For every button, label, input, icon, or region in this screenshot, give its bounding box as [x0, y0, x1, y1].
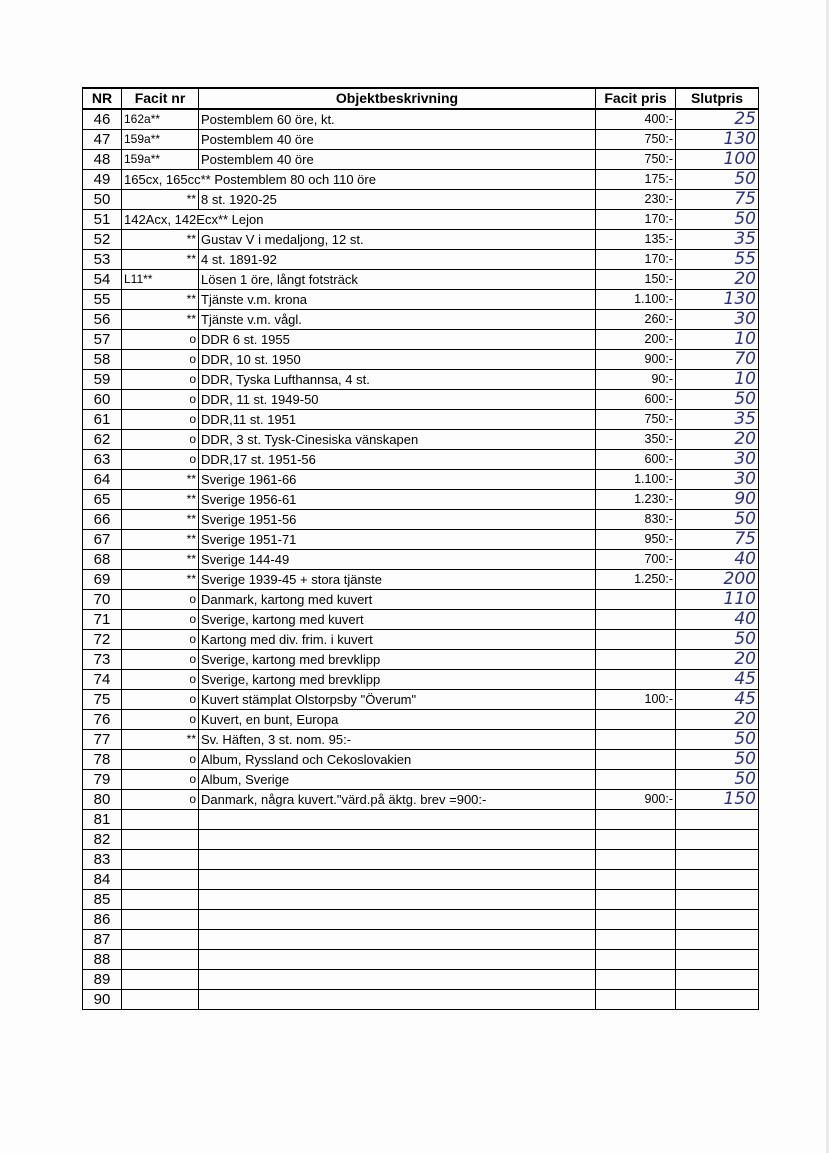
facit-number: o: [122, 350, 199, 370]
lot-description: 165cx, 165cc** Postemblem 80 och 110 öre: [122, 170, 596, 190]
table-row: [83, 530, 759, 550]
facit-price: 170:-: [596, 210, 676, 230]
facit-number: [122, 850, 199, 870]
final-price-handwritten: 45: [676, 670, 759, 690]
table-header-row: [83, 88, 759, 109]
facit-number: o: [122, 670, 199, 690]
table-row: [83, 430, 759, 450]
facit-number: [122, 870, 199, 890]
table-row: [83, 930, 759, 950]
table-row: [83, 910, 759, 930]
facit-price: [596, 970, 676, 990]
lot-description: Tjänste v.m. krona: [199, 290, 596, 310]
lot-description: Postemblem 60 öre, kt.: [199, 109, 596, 130]
final-price-handwritten: [676, 850, 759, 870]
lot-description: DDR, 11 st. 1949-50: [199, 390, 596, 410]
lot-number: 47: [83, 130, 122, 150]
lot-description: DDR, 10 st. 1950: [199, 350, 596, 370]
facit-price: 350:-: [596, 430, 676, 450]
final-price-handwritten: 200: [676, 570, 759, 590]
lot-number: 65: [83, 490, 122, 510]
lot-number: 85: [83, 890, 122, 910]
final-price-handwritten: 20: [676, 270, 759, 290]
lot-description: Sv. Häften, 3 st. nom. 95:-: [199, 730, 596, 750]
table-row: [83, 830, 759, 850]
facit-number: o: [122, 410, 199, 430]
lot-description: Sverige, kartong med brevklipp: [199, 670, 596, 690]
final-price-handwritten: 30: [676, 310, 759, 330]
facit-price: [596, 870, 676, 890]
facit-price: 150:-: [596, 270, 676, 290]
lot-number: 52: [83, 230, 122, 250]
facit-price: [596, 730, 676, 750]
facit-price: 600:-: [596, 450, 676, 470]
final-price-handwritten: 30: [676, 470, 759, 490]
lot-description: Sverige 1956-61: [199, 490, 596, 510]
lot-description: DDR, Tyska Lufthannsa, 4 st.: [199, 370, 596, 390]
facit-price: [596, 610, 676, 630]
lot-description: 8 st. 1920-25: [199, 190, 596, 210]
lot-number: 83: [83, 850, 122, 870]
facit-number: o: [122, 390, 199, 410]
facit-number: **: [122, 530, 199, 550]
final-price-handwritten: 50: [676, 750, 759, 770]
table-row: [83, 750, 759, 770]
lot-description: [199, 910, 596, 930]
table-row: [83, 970, 759, 990]
table-row: [83, 190, 759, 210]
facit-number: **: [122, 310, 199, 330]
lot-description: DDR 6 st. 1955: [199, 330, 596, 350]
lot-number: 89: [83, 970, 122, 990]
lot-number: 72: [83, 630, 122, 650]
lot-description: Sverige, kartong med kuvert: [199, 610, 596, 630]
table-row: [83, 150, 759, 170]
lot-number: 60: [83, 390, 122, 410]
facit-number: **: [122, 470, 199, 490]
lot-number: 78: [83, 750, 122, 770]
facit-number: 159a**: [122, 150, 199, 170]
final-price-handwritten: 45: [676, 690, 759, 710]
lot-number: 77: [83, 730, 122, 750]
final-price-handwritten: 150: [676, 790, 759, 810]
final-price-handwritten: 20: [676, 650, 759, 670]
lot-number: 81: [83, 810, 122, 830]
facit-price: 135:-: [596, 230, 676, 250]
table-row: [83, 630, 759, 650]
table-row: [83, 490, 759, 510]
facit-number: 159a**: [122, 130, 199, 150]
table-row: [83, 370, 759, 390]
final-price-handwritten: 50: [676, 770, 759, 790]
facit-number: [122, 810, 199, 830]
facit-price: 750:-: [596, 150, 676, 170]
lot-description: 142Acx, 142Ecx** Lejon: [122, 210, 596, 230]
facit-number: 162a**: [122, 109, 199, 130]
table-row: [83, 610, 759, 630]
lot-description: Sverige 1939-45 + stora tjänste: [199, 570, 596, 590]
lot-description: Danmark, kartong med kuvert: [199, 590, 596, 610]
table-row: [83, 990, 759, 1010]
final-price-handwritten: 100: [676, 150, 759, 170]
lot-description: Gustav V i medaljong, 12 st.: [199, 230, 596, 250]
facit-number: o: [122, 690, 199, 710]
facit-number: **: [122, 490, 199, 510]
lot-number: 88: [83, 950, 122, 970]
lot-number: 70: [83, 590, 122, 610]
table-body: [83, 109, 759, 1010]
lot-description: Sverige 1961-66: [199, 470, 596, 490]
facit-number: o: [122, 590, 199, 610]
facit-price: [596, 990, 676, 1010]
facit-price: 950:-: [596, 530, 676, 550]
facit-price: [596, 850, 676, 870]
lot-number: 54: [83, 270, 122, 290]
table-row: [83, 250, 759, 270]
table-row: [83, 950, 759, 970]
lot-description: Sverige 144-49: [199, 550, 596, 570]
lot-description: Sverige 1951-56: [199, 510, 596, 530]
facit-number: o: [122, 630, 199, 650]
header-final-price: Slutpris: [676, 88, 759, 109]
facit-price: 1.100:-: [596, 290, 676, 310]
lot-number: 86: [83, 910, 122, 930]
final-price-handwritten: [676, 930, 759, 950]
facit-number: **: [122, 190, 199, 210]
lot-number: 49: [83, 170, 122, 190]
final-price-handwritten: 50: [676, 730, 759, 750]
facit-number: o: [122, 370, 199, 390]
facit-price: 830:-: [596, 510, 676, 530]
final-price-handwritten: 10: [676, 330, 759, 350]
facit-number: [122, 990, 199, 1010]
final-price-handwritten: 20: [676, 710, 759, 730]
facit-price: [596, 910, 676, 930]
lot-description: [199, 990, 596, 1010]
lot-description: Danmark, några kuvert."värd.på äktg. brev =900:-: [199, 790, 596, 810]
final-price-handwritten: 40: [676, 550, 759, 570]
final-price-handwritten: [676, 950, 759, 970]
lot-number: 76: [83, 710, 122, 730]
facit-number: o: [122, 430, 199, 450]
lot-number: 87: [83, 930, 122, 950]
facit-price: [596, 590, 676, 610]
facit-number: **: [122, 570, 199, 590]
facit-number: o: [122, 790, 199, 810]
table-row: [83, 210, 759, 230]
table-row: [83, 690, 759, 710]
table-row: [83, 470, 759, 490]
table-row: [83, 730, 759, 750]
lot-description: [199, 950, 596, 970]
lot-description: [199, 830, 596, 850]
table-row: [83, 790, 759, 810]
facit-number: [122, 910, 199, 930]
lot-number: 82: [83, 830, 122, 850]
lot-description: DDR,17 st. 1951-56: [199, 450, 596, 470]
final-price-handwritten: 30: [676, 450, 759, 470]
facit-price: 175:-: [596, 170, 676, 190]
facit-number: o: [122, 770, 199, 790]
lot-description: DDR, 3 st. Tysk-Cinesiska vänskapen: [199, 430, 596, 450]
table-row: [83, 710, 759, 730]
table-row: [83, 770, 759, 790]
facit-price: [596, 650, 676, 670]
lot-number: 53: [83, 250, 122, 270]
lot-number: 59: [83, 370, 122, 390]
final-price-handwritten: 75: [676, 190, 759, 210]
lot-number: 64: [83, 470, 122, 490]
table-row: [83, 550, 759, 570]
facit-price: 700:-: [596, 550, 676, 570]
lot-description: Sverige, kartong med brevklipp: [199, 650, 596, 670]
final-price-handwritten: 55: [676, 250, 759, 270]
lot-description: Kuvert, en bunt, Europa: [199, 710, 596, 730]
table-row: [83, 350, 759, 370]
final-price-handwritten: 20: [676, 430, 759, 450]
lot-number: 56: [83, 310, 122, 330]
lot-number: 62: [83, 430, 122, 450]
final-price-handwritten: 50: [676, 390, 759, 410]
table-row: [83, 410, 759, 430]
lot-description: Lösen 1 öre, långt fotsträck: [199, 270, 596, 290]
facit-number: [122, 830, 199, 850]
facit-number: **: [122, 550, 199, 570]
facit-price: 100:-: [596, 690, 676, 710]
lot-description: Sverige 1951-71: [199, 530, 596, 550]
lot-number: 51: [83, 210, 122, 230]
lot-description: [199, 930, 596, 950]
facit-number: o: [122, 610, 199, 630]
final-price-handwritten: 35: [676, 230, 759, 250]
final-price-handwritten: 50: [676, 170, 759, 190]
lot-description: Postemblem 40 öre: [199, 150, 596, 170]
lot-number: 63: [83, 450, 122, 470]
facit-number: [122, 970, 199, 990]
facit-price: [596, 770, 676, 790]
facit-number: L11**: [122, 270, 199, 290]
facit-price: 230:-: [596, 190, 676, 210]
facit-price: [596, 670, 676, 690]
facit-price: [596, 890, 676, 910]
table-row: [83, 670, 759, 690]
table-row: [83, 810, 759, 830]
table-row: [83, 270, 759, 290]
final-price-handwritten: 50: [676, 510, 759, 530]
final-price-handwritten: 130: [676, 130, 759, 150]
facit-number: **: [122, 230, 199, 250]
facit-price: [596, 950, 676, 970]
lot-number: 67: [83, 530, 122, 550]
facit-number: o: [122, 650, 199, 670]
header-nr: NR: [83, 88, 122, 109]
facit-price: [596, 830, 676, 850]
final-price-handwritten: 40: [676, 610, 759, 630]
lot-description: [199, 810, 596, 830]
facit-number: o: [122, 750, 199, 770]
header-facit-price: Facit pris: [596, 88, 676, 109]
facit-price: 750:-: [596, 410, 676, 430]
table-row: [83, 650, 759, 670]
lot-description: [199, 870, 596, 890]
lot-description: Album, Ryssland och Cekoslovakien: [199, 750, 596, 770]
lot-description: [199, 970, 596, 990]
lot-description: DDR,11 st. 1951: [199, 410, 596, 430]
final-price-handwritten: 90: [676, 490, 759, 510]
facit-price: [596, 630, 676, 650]
facit-price: [596, 810, 676, 830]
facit-price: 200:-: [596, 330, 676, 350]
facit-price: 170:-: [596, 250, 676, 270]
final-price-handwritten: 110: [676, 590, 759, 610]
header-facit-nr: Facit nr: [122, 88, 199, 109]
auction-results-table: [82, 87, 759, 1010]
facit-price: [596, 750, 676, 770]
facit-number: o: [122, 710, 199, 730]
lot-number: 48: [83, 150, 122, 170]
facit-number: [122, 890, 199, 910]
final-price-handwritten: [676, 870, 759, 890]
final-price-handwritten: [676, 990, 759, 1010]
table-row: [83, 590, 759, 610]
lot-number: 50: [83, 190, 122, 210]
facit-number: [122, 930, 199, 950]
lot-description: [199, 890, 596, 910]
facit-number: **: [122, 290, 199, 310]
facit-number: [122, 950, 199, 970]
final-price-handwritten: [676, 830, 759, 850]
facit-price: [596, 710, 676, 730]
facit-price: 600:-: [596, 390, 676, 410]
table-row: [83, 109, 759, 130]
lot-number: 66: [83, 510, 122, 530]
table-row: [83, 330, 759, 350]
facit-price: 900:-: [596, 790, 676, 810]
table-row: [83, 310, 759, 330]
facit-price: 750:-: [596, 130, 676, 150]
lot-description: [199, 850, 596, 870]
table-row: [83, 890, 759, 910]
final-price-handwritten: [676, 890, 759, 910]
final-price-handwritten: 50: [676, 630, 759, 650]
facit-number: **: [122, 730, 199, 750]
table-row: [83, 450, 759, 470]
table-row: [83, 290, 759, 310]
table-row: [83, 850, 759, 870]
lot-number: 71: [83, 610, 122, 630]
final-price-handwritten: [676, 910, 759, 930]
table-row: [83, 570, 759, 590]
final-price-handwritten: 35: [676, 410, 759, 430]
facit-number: o: [122, 330, 199, 350]
final-price-handwritten: 25: [676, 109, 759, 130]
lot-description: Album, Sverige: [199, 770, 596, 790]
lot-number: 84: [83, 870, 122, 890]
table-row: [83, 870, 759, 890]
facit-price: 1.100:-: [596, 470, 676, 490]
final-price-handwritten: [676, 810, 759, 830]
final-price-handwritten: 130: [676, 290, 759, 310]
lot-number: 80: [83, 790, 122, 810]
facit-price: 260:-: [596, 310, 676, 330]
facit-price: 1.230:-: [596, 490, 676, 510]
table-row: [83, 230, 759, 250]
lot-number: 61: [83, 410, 122, 430]
lot-number: 73: [83, 650, 122, 670]
lot-number: 69: [83, 570, 122, 590]
lot-description: 4 st. 1891-92: [199, 250, 596, 270]
facit-price: 1.250:-: [596, 570, 676, 590]
facit-number: o: [122, 450, 199, 470]
table-row: [83, 510, 759, 530]
facit-price: 400:-: [596, 109, 676, 130]
table-row: [83, 390, 759, 410]
table-row: [83, 130, 759, 150]
lot-number: 74: [83, 670, 122, 690]
lot-number: 58: [83, 350, 122, 370]
lot-description: Kuvert stämplat Olstorpsby "Överum": [199, 690, 596, 710]
facit-price: 90:-: [596, 370, 676, 390]
final-price-handwritten: 10: [676, 370, 759, 390]
facit-number: **: [122, 510, 199, 530]
lot-number: 68: [83, 550, 122, 570]
lot-number: 57: [83, 330, 122, 350]
facit-number: **: [122, 250, 199, 270]
final-price-handwritten: 50: [676, 210, 759, 230]
lot-description: Postemblem 40 öre: [199, 130, 596, 150]
lot-number: 46: [83, 109, 122, 130]
lot-description: Kartong med div. frim. i kuvert: [199, 630, 596, 650]
lot-number: 75: [83, 690, 122, 710]
facit-price: [596, 930, 676, 950]
header-description: Objektbeskrivning: [199, 88, 596, 109]
facit-price: 900:-: [596, 350, 676, 370]
lot-number: 90: [83, 990, 122, 1010]
lot-description: Tjänste v.m. vågl.: [199, 310, 596, 330]
lot-number: 55: [83, 290, 122, 310]
final-price-handwritten: 75: [676, 530, 759, 550]
lot-number: 79: [83, 770, 122, 790]
final-price-handwritten: [676, 970, 759, 990]
table-row: [83, 170, 759, 190]
final-price-handwritten: 70: [676, 350, 759, 370]
